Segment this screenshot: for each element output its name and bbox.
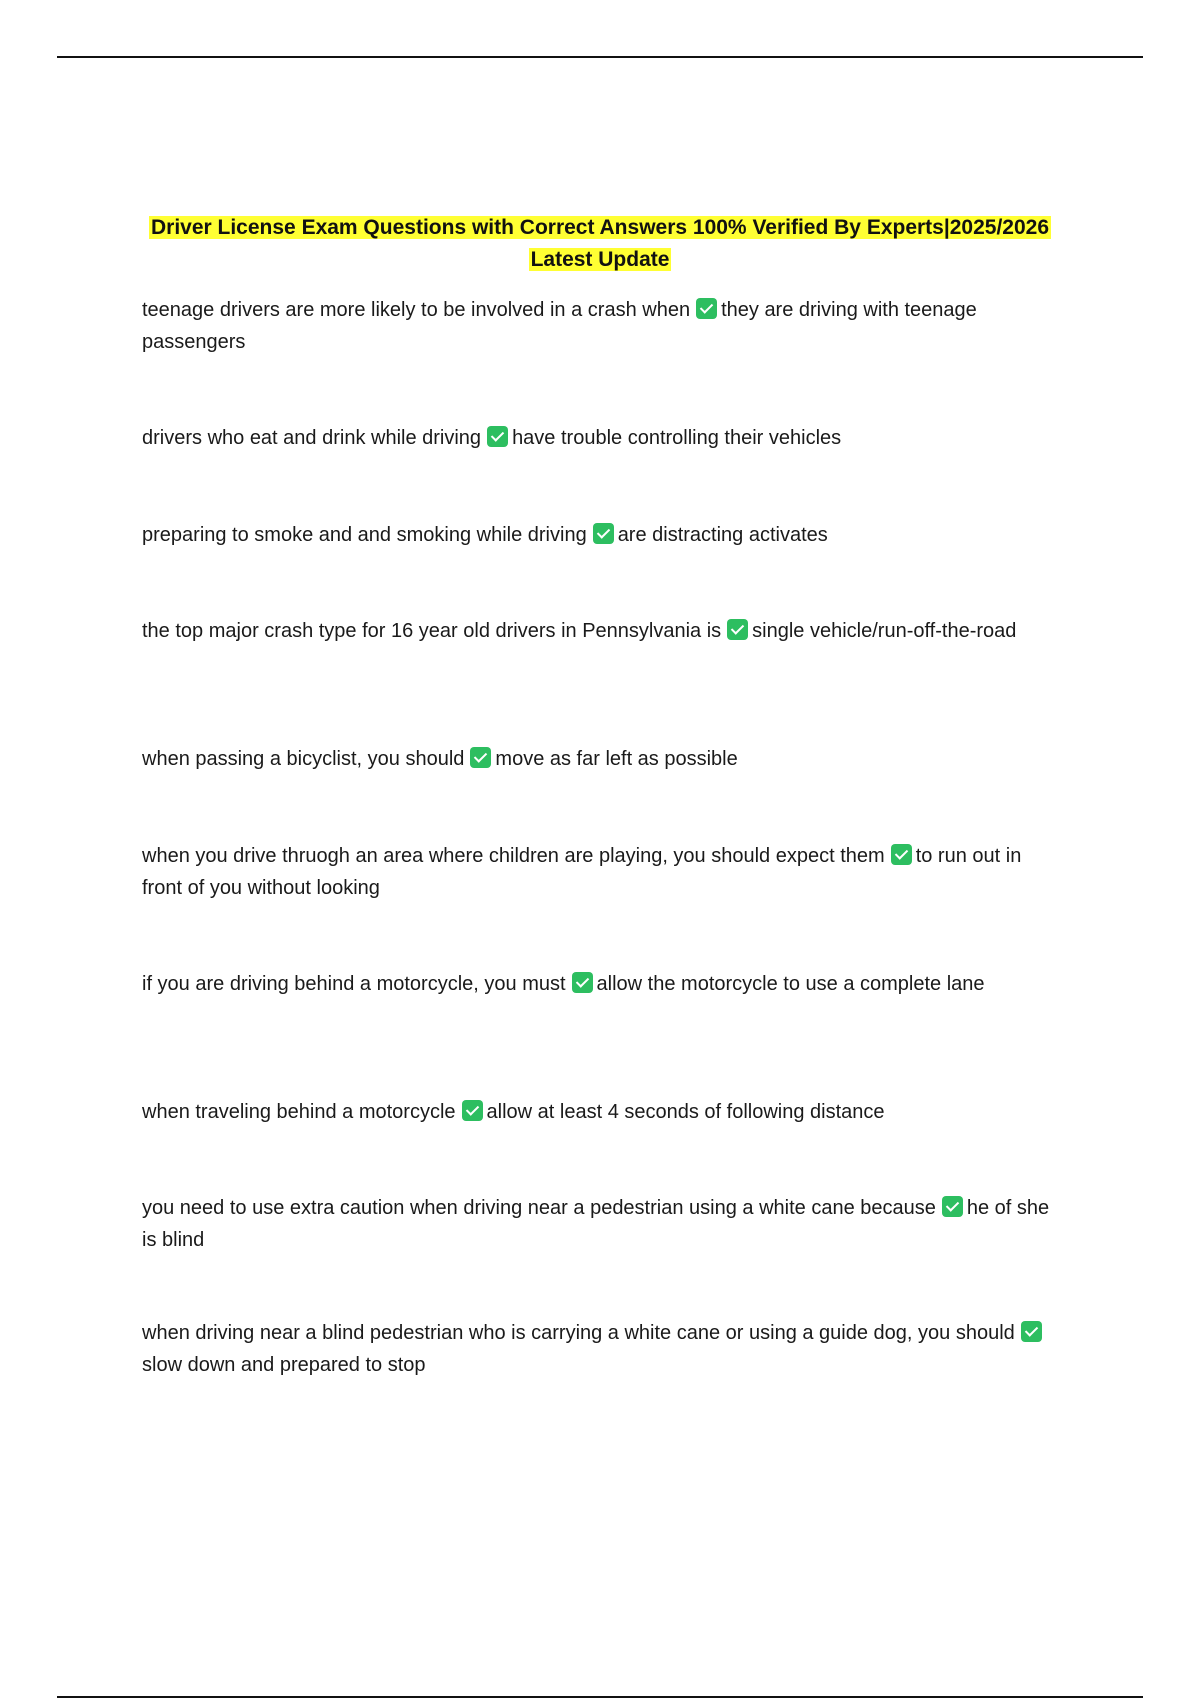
- check-mark-icon: [891, 844, 912, 865]
- top-rule: [57, 56, 1143, 58]
- qa-item: [142, 1096, 1062, 1128]
- answer-text: he of she is blind: [142, 1197, 1050, 1251]
- qa-item: [142, 519, 1062, 551]
- title-line-2: Latest Update: [530, 248, 670, 271]
- qa-item: [142, 1317, 1062, 1381]
- check-mark-icon: [470, 747, 491, 768]
- check-mark-icon: [727, 619, 748, 640]
- question-text: when you drive thruogh an area where children are playing, you should expect them: [142, 845, 885, 867]
- answer-text: slow down and prepared to stop: [142, 1354, 426, 1376]
- question-text: when passing a bicyclist, you should: [142, 748, 465, 770]
- question-text: if you are driving behind a motorcycle, you must: [142, 973, 566, 995]
- answer-text: move as far left as possible: [495, 748, 738, 770]
- check-mark-icon: [696, 298, 717, 319]
- answer-text: have trouble controlling their vehicles: [512, 427, 842, 449]
- check-mark-icon: [593, 523, 614, 544]
- question-text: you need to use extra caution when driving near a pedestrian using a white cane because: [142, 1197, 936, 1219]
- qa-item: [142, 840, 1062, 904]
- answer-text: allow the motorcycle to use a complete lane: [596, 973, 985, 995]
- qa-item: [142, 294, 1062, 358]
- bottom-rule: [57, 1696, 1143, 1698]
- answer-text: allow at least 4 seconds of following distance: [486, 1101, 885, 1123]
- answer-text: single vehicle/run-off-the-road: [752, 620, 1017, 642]
- question-text: drivers who eat and drink while driving: [142, 427, 482, 449]
- qa-item: [142, 968, 1062, 1000]
- question-text: teenage drivers are more likely to be involved in a crash when: [142, 299, 691, 321]
- qa-item: [142, 743, 1062, 775]
- check-mark-icon: [1021, 1321, 1042, 1342]
- qa-item: [142, 422, 1062, 454]
- qa-item: [142, 615, 1062, 647]
- check-mark-icon: [572, 972, 593, 993]
- answer-text: are distracting activates: [617, 524, 828, 546]
- question-text: the top major crash type for 16 year old drivers in Pennsylvania is: [142, 620, 722, 642]
- question-text: when traveling behind a motorcycle: [142, 1101, 456, 1123]
- qa-item: [142, 1192, 1062, 1256]
- title-line-1: Driver License Exam Questions with Correct Answers 100% Verified By Experts|2025/2026: [150, 216, 1050, 239]
- answer-text: to run out in front of you without looking: [142, 845, 1022, 899]
- check-mark-icon: [487, 426, 508, 447]
- question-text: preparing to smoke and and smoking while driving: [142, 524, 587, 546]
- check-mark-icon: [942, 1196, 963, 1217]
- question-text: when driving near a blind pedestrian who is carrying a white cane or using a guide dog, you should: [142, 1322, 1015, 1344]
- check-mark-icon: [462, 1100, 483, 1121]
- answer-text: they are driving with teenage passengers: [142, 299, 977, 353]
- document-title: [140, 212, 1060, 276]
